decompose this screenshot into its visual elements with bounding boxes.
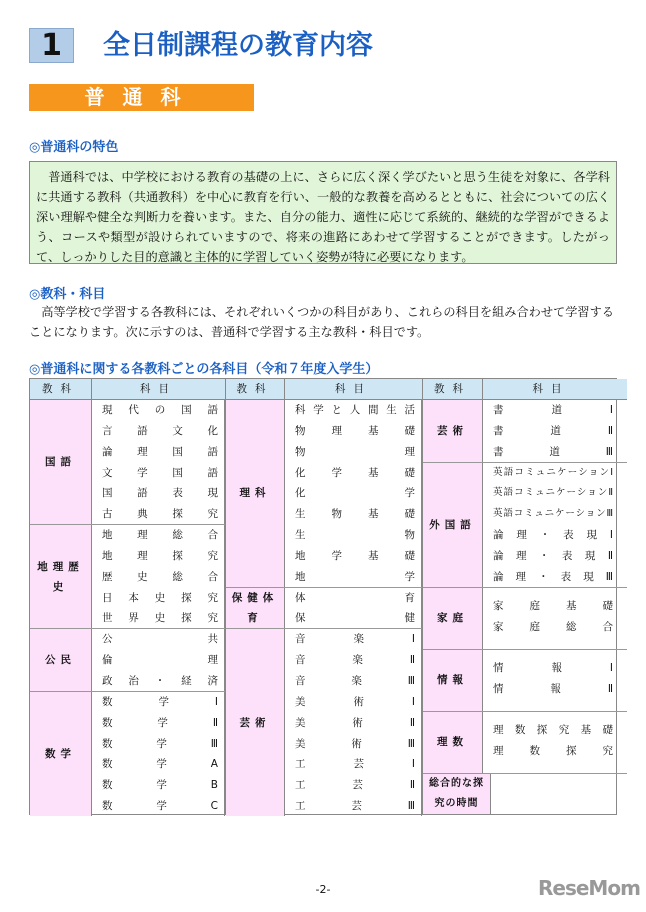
header-course: 科目 [335, 383, 372, 395]
course-list [483, 463, 619, 587]
features-box: 普通科では、中学校における教育の基礎の上に、さらに広く深く学びたいと思う生徒を対象に、各学科に共通する教科（共通教科）を中心に教育を行い、一般的な教養を高めるとともに、社会についての広く深い理解や健全な判断力を養います。また、自分の能力、適性に応じて系統的、継続的な学習ができるよう、コースや類型が設けられていますので、将来の進路にあわせて学習することができます。したがって、しっかりした目的意識と主体的に学習していく姿勢が特に必要になります。 [29, 161, 617, 264]
course-item: 現代の国語 [102, 404, 218, 416]
course-item: 生物 [295, 529, 415, 542]
course-list [491, 774, 627, 814]
course-item: 世界史探究 [102, 612, 218, 625]
course-item: 美術Ⅲ [295, 737, 415, 750]
subject-group [226, 588, 422, 630]
subject-group [423, 400, 627, 463]
course-item: 美術Ⅰ [295, 695, 415, 708]
header-subject: 教科 [226, 379, 285, 399]
course-item: 理数探究基礎 [493, 724, 613, 737]
course-item: 音楽Ⅱ [295, 654, 415, 667]
course-item: 英語コミュニケーションⅢ [493, 508, 613, 520]
course-list [92, 400, 225, 524]
subject-category: 保健体育 [226, 588, 285, 629]
course-item: 美術Ⅱ [295, 716, 415, 729]
course-item: 化学 [295, 487, 415, 500]
course-item: 物理基礎 [295, 424, 415, 437]
course-item: 日本史探究 [102, 591, 218, 604]
course-list [483, 588, 619, 649]
heading-table: ◎普通科に関する各教科ごとの各科目（令和７年度入学生） [29, 362, 379, 377]
course-item: 論理国語 [102, 445, 218, 458]
header-subject: 教科 [30, 379, 92, 399]
subject-category: 数学 [30, 692, 92, 816]
header-subject: 教科 [423, 379, 483, 399]
table-column-group [423, 379, 627, 814]
course-item: 書道Ⅰ [493, 404, 613, 416]
course-item: 公共 [102, 633, 218, 646]
course-list [92, 692, 225, 816]
subject-category: 外国語 [423, 463, 483, 587]
course-item: 書道Ⅲ [493, 445, 613, 458]
subject-group [423, 712, 627, 774]
course-item: 体育 [295, 591, 415, 604]
course-item: 家庭基礎 [493, 600, 613, 613]
course-item: 工芸Ⅰ [295, 758, 415, 771]
subject-group [30, 692, 225, 816]
course-list [285, 629, 422, 816]
table-header [226, 379, 422, 400]
subject-category: 国語 [30, 400, 92, 524]
course-item: 情報Ⅰ [493, 662, 613, 675]
subject-group [30, 629, 225, 692]
subject-category: 芸術 [226, 629, 285, 816]
subject-category: 理数 [423, 712, 483, 773]
subject-category: 総合的な探究の時間 [423, 774, 491, 814]
course-item: 工芸Ⅲ [295, 800, 415, 813]
course-item: 数学Ⅰ [102, 695, 218, 708]
section-number: 1 [29, 28, 74, 63]
course-list [483, 650, 619, 711]
subject-category: 理科 [226, 400, 285, 587]
course-item: 情報Ⅱ [493, 682, 613, 695]
subject-category: 公民 [30, 629, 92, 691]
table-header [30, 379, 225, 400]
course-list [285, 588, 422, 629]
course-item: 生物基礎 [295, 508, 415, 521]
course-item: 国語表現 [102, 487, 218, 500]
course-item: 科学と人間生活 [295, 404, 415, 416]
subject-category: 芸術 [423, 400, 483, 462]
course-item: 論理・表現Ⅱ [493, 549, 613, 562]
heading-subjects: ◎教科・科目 [29, 287, 106, 302]
subject-category: 地理歴史 [30, 525, 92, 628]
table-column-group [30, 379, 226, 814]
table-header [423, 379, 627, 400]
subject-group [423, 650, 627, 712]
subject-group [30, 400, 225, 525]
course-item: 歴史総合 [102, 570, 218, 583]
subject-group [226, 400, 422, 588]
course-item: 音楽Ⅰ [295, 633, 415, 646]
resemom-logo: ReseMom [538, 876, 640, 900]
subject-group [30, 525, 225, 629]
course-item: 地理探究 [102, 549, 218, 562]
course-item: 文学国語 [102, 466, 218, 479]
subject-group [226, 629, 422, 816]
subject-group [423, 588, 627, 650]
course-item: 地学基礎 [295, 549, 415, 562]
course-item: 倫理 [102, 654, 218, 667]
course-item: 数学B [102, 779, 218, 792]
course-item: 数学Ⅲ [102, 737, 218, 750]
course-item: 保健 [295, 612, 415, 625]
page-number: -2- [315, 883, 331, 896]
header-course: 科目 [140, 383, 177, 395]
course-list [92, 525, 225, 628]
subject-group [423, 774, 627, 814]
course-item: 数学Ⅱ [102, 716, 218, 729]
course-item: 論理・表現Ⅰ [493, 529, 613, 542]
course-item: 政治・経済 [102, 675, 218, 688]
course-item: 家庭総合 [493, 620, 613, 633]
course-item: 古典探究 [102, 508, 218, 521]
course-item: 工芸Ⅱ [295, 779, 415, 792]
course-item: 地理総合 [102, 529, 218, 542]
course-item: 英語コミュニケーションⅠ [493, 466, 613, 478]
heading-features: ◎普通科の特色 [29, 140, 119, 155]
subject-category: 情報 [423, 650, 483, 711]
course-item: 英語コミュニケーションⅡ [493, 487, 613, 499]
subject-group [423, 463, 627, 588]
course-item: 数学A [102, 758, 218, 771]
department-band: 普通科 [29, 84, 254, 111]
course-item: 数学C [102, 800, 218, 813]
course-item: 化学基礎 [295, 466, 415, 479]
course-item: 物理 [295, 445, 415, 458]
header-course: 科目 [532, 383, 570, 395]
subject-category: 家庭 [423, 588, 483, 649]
course-list [483, 712, 619, 773]
course-item: 音楽Ⅲ [295, 675, 415, 688]
course-item: 書道Ⅱ [493, 424, 613, 437]
course-list [483, 400, 619, 462]
subjects-paragraph: 高等学校で学習する各教科には、それぞれいくつかの科目があり、これらの科目を組み合わせて学習することになります。次に示すのは、普通科で学習する主な教科・科目です。 [29, 305, 614, 339]
course-item: 地学 [295, 570, 415, 583]
subjects-table [29, 378, 617, 815]
course-item: 言語文化 [102, 424, 218, 437]
course-item: 理数探究 [493, 744, 613, 757]
course-list [285, 400, 422, 587]
course-item: 論理・表現Ⅲ [493, 570, 613, 583]
table-column-group [226, 379, 423, 814]
page-title: 全日制課程の教育内容 [103, 30, 373, 61]
course-list [92, 629, 225, 691]
